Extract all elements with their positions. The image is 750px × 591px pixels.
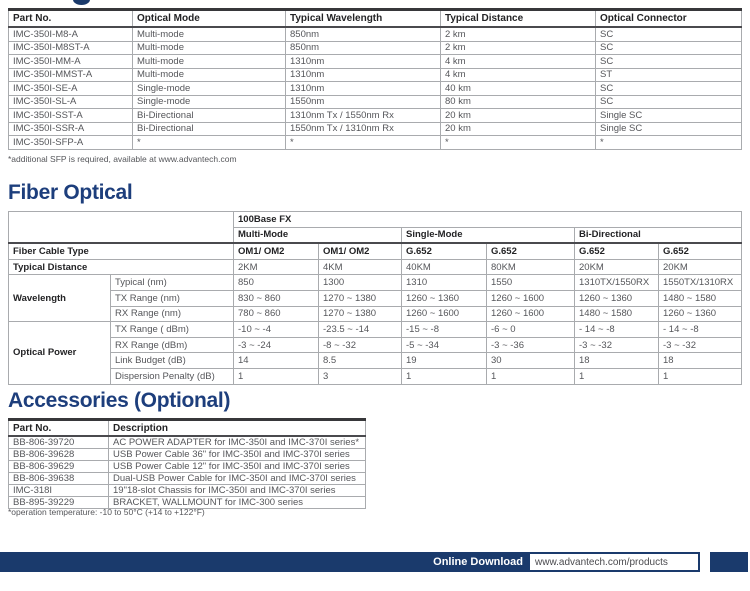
cell: G.652 <box>487 243 575 259</box>
column-header: Typical Wavelength <box>286 10 441 28</box>
cell: 18 <box>575 353 659 369</box>
ordering-table-body <box>9 27 742 149</box>
accessories-table-body <box>9 436 366 509</box>
cell: - 14 ~ -8 <box>659 322 742 338</box>
row-subheader: Dispersion Penalty (dB) <box>111 368 234 384</box>
cell: 1 <box>575 368 659 384</box>
cell: -10 ~ -4 <box>234 322 319 338</box>
cell: * <box>596 136 742 150</box>
cell: IMC-350I-MM-A <box>9 55 133 69</box>
cell: BB-806-39638 <box>9 473 109 485</box>
cropped-heading-fragment <box>73 0 90 5</box>
cell: -3 ~ -32 <box>659 337 742 353</box>
cell: Dual-USB Power Cable for IMC-350I and IMC-370I series <box>109 473 366 485</box>
row-subheader: RX Range (dBm) <box>111 337 234 353</box>
cell: IMC-350I-SST-A <box>9 109 133 123</box>
table-row <box>9 449 366 461</box>
accessories-header-row <box>9 420 366 437</box>
cell: - 14 ~ -8 <box>575 322 659 338</box>
table-row <box>9 473 366 485</box>
cell: G.652 <box>659 243 742 259</box>
cell: -6 ~ 0 <box>487 322 575 338</box>
table-row <box>9 41 742 55</box>
cell: 1310nm <box>286 82 441 96</box>
cell: 18 <box>659 353 742 369</box>
fiber-optical-heading: Fiber Optical <box>8 181 133 204</box>
cell: BB-895-39229 <box>9 497 109 509</box>
table-row <box>9 122 742 136</box>
cell: SC <box>596 55 742 69</box>
table-row <box>9 259 742 275</box>
cell: Multi-mode <box>133 41 286 55</box>
accessories-table-header <box>9 420 366 437</box>
cell: 2KM <box>234 259 319 275</box>
online-download-label: Online Download <box>433 556 523 568</box>
cell: 1 <box>402 368 487 384</box>
cell: SC <box>596 95 742 109</box>
ordering-header-row <box>9 10 742 28</box>
cell: G.652 <box>575 243 659 259</box>
cell: * <box>286 136 441 150</box>
ordering-table <box>8 8 742 150</box>
cell: 830 ~ 860 <box>234 290 319 306</box>
cell: 1310nm Tx / 1550nm Rx <box>286 109 441 123</box>
cell: 40 km <box>441 82 596 96</box>
cell: 4 km <box>441 68 596 82</box>
cell: 1260 ~ 1600 <box>487 306 575 322</box>
cell: SC <box>596 82 742 96</box>
cell: 19"18-slot Chassis for IMC-350I and IMC-370I series <box>109 485 366 497</box>
cell: 2 km <box>441 41 596 55</box>
cell: 1260 ~ 1600 <box>487 290 575 306</box>
cell: 780 ~ 860 <box>234 306 319 322</box>
cell: BB-806-39720 <box>9 436 109 449</box>
cell: 1 <box>487 368 575 384</box>
cell: Single-mode <box>133 95 286 109</box>
cell: 1300 <box>319 275 402 291</box>
cell: -3 ~ -32 <box>575 337 659 353</box>
table-row <box>9 109 742 123</box>
download-url: www.advantech.com/products <box>535 556 668 568</box>
row-subheader: Link Budget (dB) <box>111 353 234 369</box>
corner-cell <box>9 212 234 244</box>
temperature-footnote: *operation temperature: -10 to 50°C (+14 to +122°F) <box>8 507 205 517</box>
table-row <box>9 275 742 291</box>
accessories-heading: Accessories (Optional) <box>8 389 231 412</box>
column-header: Part No. <box>9 420 109 437</box>
cell: 1260 ~ 1600 <box>402 306 487 322</box>
fiber-optical-table-body <box>9 212 742 385</box>
table-row <box>9 461 366 473</box>
row-subheader: RX Range (nm) <box>111 306 234 322</box>
row-header: Typical Distance <box>9 259 234 275</box>
cell: IMC-350I-SL-A <box>9 95 133 109</box>
cell: 1550nm Tx / 1310nm Rx <box>286 122 441 136</box>
sfp-footnote: *additional SFP is required, available at www.advantech.com <box>8 154 237 164</box>
cell: 1260 ~ 1360 <box>402 290 487 306</box>
cell: AC POWER ADAPTER for IMC-350I and IMC-370I series* <box>109 436 366 449</box>
standard-header: 100Base FX <box>234 212 742 228</box>
footer-corner-block <box>710 552 748 572</box>
cell: Multi-mode <box>133 68 286 82</box>
cell: -8 ~ -32 <box>319 337 402 353</box>
table-row <box>9 306 742 322</box>
cell: 1310TX/1550RX <box>575 275 659 291</box>
cell: 1 <box>234 368 319 384</box>
column-header: Part No. <box>9 10 133 28</box>
table-row <box>9 337 742 353</box>
cell: Bi-Directional <box>133 109 286 123</box>
cell: 30 <box>487 353 575 369</box>
mode-group-header: Single-Mode <box>402 227 575 243</box>
cell: USB Power Cable 36" for IMC-350I and IMC-370I series <box>109 449 366 461</box>
cell: 1260 ~ 1360 <box>659 306 742 322</box>
cell: 1 <box>659 368 742 384</box>
cell: 20KM <box>575 259 659 275</box>
column-header: Typical Distance <box>441 10 596 28</box>
section-header: Wavelength <box>9 275 111 322</box>
table-row <box>9 290 742 306</box>
cell: IMC-350I-MMST-A <box>9 68 133 82</box>
cell: 1550 <box>487 275 575 291</box>
cell: 1480 ~ 1580 <box>575 306 659 322</box>
table-row <box>9 485 366 497</box>
cell: 14 <box>234 353 319 369</box>
cell: 1550TX/1310RX <box>659 275 742 291</box>
cell: * <box>133 136 286 150</box>
cell: USB Power Cable 12" for IMC-350I and IMC-370I series <box>109 461 366 473</box>
cell: 850 <box>234 275 319 291</box>
cell: Single SC <box>596 122 742 136</box>
cell: SC <box>596 41 742 55</box>
cell: 1480 ~ 1580 <box>659 290 742 306</box>
cell: 20KM <box>659 259 742 275</box>
cell: 1310 <box>402 275 487 291</box>
cell: IMC-350I-M8-A <box>9 27 133 41</box>
cell: OM1/ OM2 <box>234 243 319 259</box>
cell: Single-mode <box>133 82 286 96</box>
cell: 1260 ~ 1360 <box>575 290 659 306</box>
cell: 20 km <box>441 122 596 136</box>
cell: 80KM <box>487 259 575 275</box>
table-row <box>9 68 742 82</box>
cell: IMC-350I-SFP-A <box>9 136 133 150</box>
table-row <box>9 55 742 69</box>
cell: 850nm <box>286 27 441 41</box>
cell: 2 km <box>441 27 596 41</box>
footer-bar <box>0 552 700 572</box>
cell: 1550nm <box>286 95 441 109</box>
cell: -5 ~ -34 <box>402 337 487 353</box>
cell: BB-806-39628 <box>9 449 109 461</box>
table-row <box>9 95 742 109</box>
mode-group-header: Multi-Mode <box>234 227 402 243</box>
table-row <box>9 82 742 96</box>
cell: Bi-Directional <box>133 122 286 136</box>
download-url-box <box>530 554 698 570</box>
cell: 20 km <box>441 109 596 123</box>
table-row <box>9 436 366 449</box>
cell: 1310nm <box>286 55 441 69</box>
cell: -3 ~ -36 <box>487 337 575 353</box>
cell: OM1/ OM2 <box>319 243 402 259</box>
cell: IMC-350I-M8ST-A <box>9 41 133 55</box>
fiber-optical-table <box>8 211 742 385</box>
cell: -15 ~ -8 <box>402 322 487 338</box>
cell: 1270 ~ 1380 <box>319 290 402 306</box>
cell: IMC-318I <box>9 485 109 497</box>
row-subheader: TX Range (nm) <box>111 290 234 306</box>
mode-group-header: Bi-Directional <box>575 227 742 243</box>
row-header: Fiber Cable Type <box>9 243 234 259</box>
table-row <box>9 353 742 369</box>
cell: IMC-350I-SSR-A <box>9 122 133 136</box>
row-subheader: TX Range ( dBm) <box>111 322 234 338</box>
cell: 40KM <box>402 259 487 275</box>
cell: -3 ~ -24 <box>234 337 319 353</box>
cell: 4 km <box>441 55 596 69</box>
cell: -23.5 ~ -14 <box>319 322 402 338</box>
cell: Single SC <box>596 109 742 123</box>
cell: 19 <box>402 353 487 369</box>
cell: BB-806-39629 <box>9 461 109 473</box>
table-row <box>9 212 742 228</box>
accessories-table <box>8 418 366 509</box>
table-row <box>9 27 742 41</box>
cell: G.652 <box>402 243 487 259</box>
cell: * <box>441 136 596 150</box>
column-header: Description <box>109 420 366 437</box>
cell: 8.5 <box>319 353 402 369</box>
table-row <box>9 243 742 259</box>
cell: ST <box>596 68 742 82</box>
table-row <box>9 136 742 150</box>
cell: 80 km <box>441 95 596 109</box>
cell: 1310nm <box>286 68 441 82</box>
table-row <box>9 322 742 338</box>
ordering-table-header <box>9 10 742 28</box>
table-row <box>9 368 742 384</box>
row-subheader: Typical (nm) <box>111 275 234 291</box>
cell: 3 <box>319 368 402 384</box>
cell: BRACKET, WALLMOUNT for IMC-300 series <box>109 497 366 509</box>
cell: SC <box>596 27 742 41</box>
section-header: Optical Power <box>9 322 111 384</box>
cell: IMC-350I-SE-A <box>9 82 133 96</box>
column-header: Optical Mode <box>133 10 286 28</box>
cell: 4KM <box>319 259 402 275</box>
column-header: Optical Connector <box>596 10 742 28</box>
cell: 850nm <box>286 41 441 55</box>
cell: Multi-mode <box>133 27 286 41</box>
cell: Multi-mode <box>133 55 286 69</box>
cell: 1270 ~ 1380 <box>319 306 402 322</box>
